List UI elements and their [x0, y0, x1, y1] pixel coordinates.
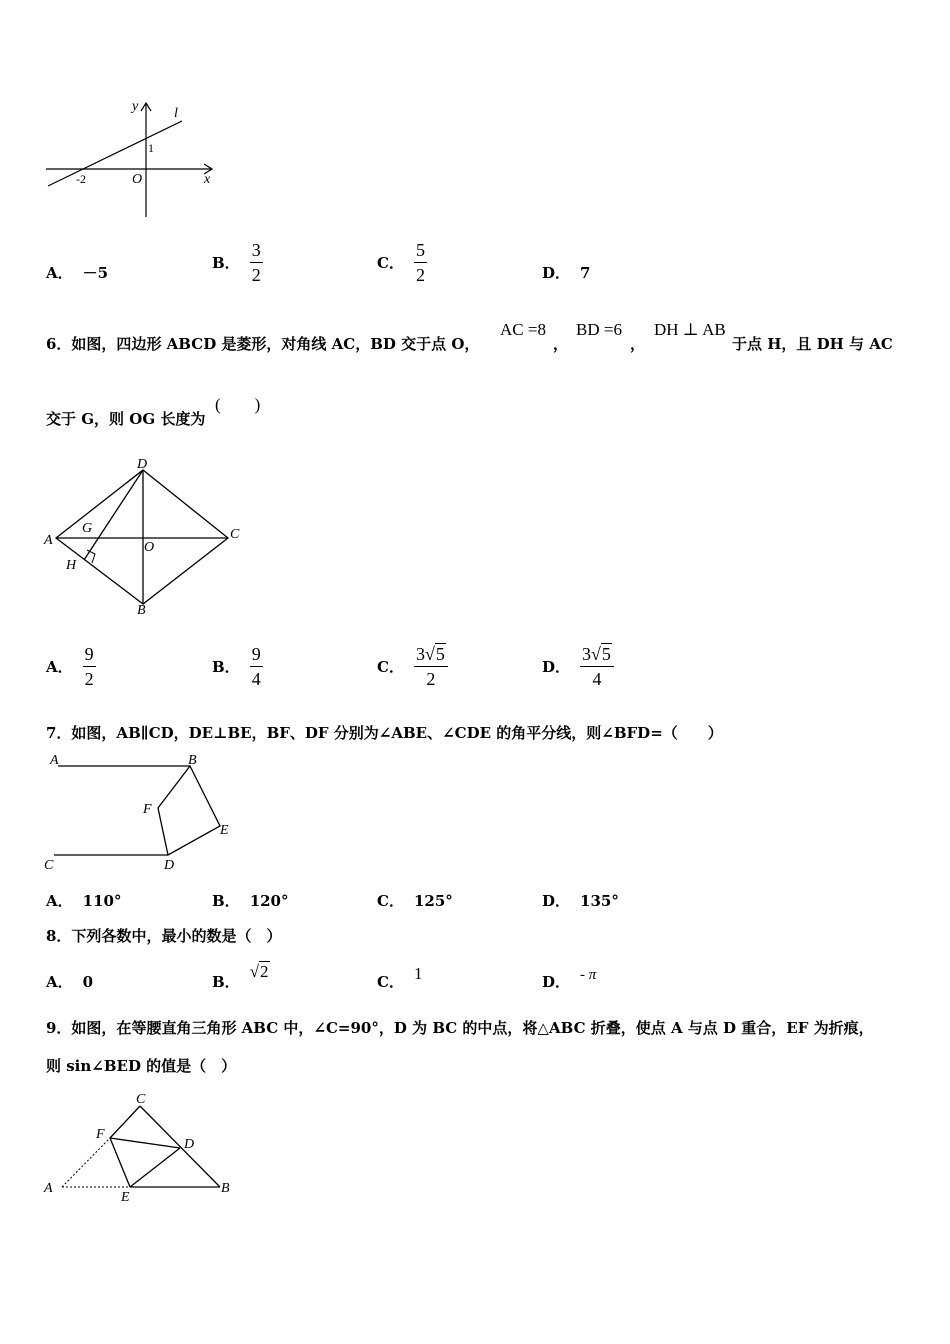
option-value: 135° — [580, 892, 619, 910]
option-value: －5 — [82, 264, 109, 282]
rhombus-figure — [40, 452, 250, 622]
option-label: B． — [212, 892, 240, 910]
q6-dh-expression: DH ⊥ AB — [654, 320, 726, 339]
q6-option-d[interactable] — [542, 644, 614, 689]
fraction: $\frac{3}{2}$ — [251, 240, 261, 285]
point-g: G — [82, 521, 93, 536]
q6-stem-line2 — [46, 408, 205, 429]
option-value: 0 — [82, 973, 94, 991]
q6-bd-expression: BD =6 — [576, 320, 622, 339]
option-label: D． — [542, 264, 571, 282]
point-b: B — [188, 753, 197, 768]
q6-comma1: ， — [553, 335, 569, 353]
option-value: 110° — [82, 892, 122, 910]
option-value: 125° — [413, 892, 453, 910]
intercept-neg2-label: -2 — [76, 172, 86, 186]
fraction: $\frac{9}{2}$ — [84, 644, 94, 689]
option-label: C． — [377, 658, 404, 676]
vertex-b: B — [137, 603, 146, 618]
point-a: A — [44, 1181, 53, 1196]
q6-comma2: ， — [630, 335, 646, 353]
line-label: l — [174, 106, 178, 121]
x-axis-label: x — [204, 172, 211, 187]
fraction: $\frac{3√5}{4}$ — [580, 644, 614, 689]
option-label: A． — [46, 973, 73, 991]
option-value: 120° — [249, 892, 289, 910]
q9-stem-line1: 9．如图，在等腰直角三角形 ABC 中，∠C=90°，D 为 BC 的中点，将△ABC 折叠，使点 A 与点 D 重合，EF 为折痕， — [46, 1019, 874, 1037]
point-b: B — [221, 1181, 230, 1196]
q5-option-b[interactable] — [212, 240, 263, 285]
option-value: 7 — [580, 264, 591, 282]
option-label: C． — [377, 892, 404, 910]
line-graph-figure — [40, 95, 230, 225]
point-e: E — [220, 823, 229, 838]
q7-option-c[interactable] — [377, 890, 453, 911]
vertex-d: D — [137, 457, 148, 472]
q8-option-b[interactable] — [212, 962, 270, 992]
q7-stem: 7．如图，AB∥CD，DE⊥BE，BF、DF 分别为∠ABE、∠CDE 的角平分线，则∠BFD=（ ） — [46, 724, 723, 742]
point-d: D — [184, 1137, 195, 1152]
option-label: C． — [377, 973, 404, 991]
q8-option-c[interactable] — [377, 964, 423, 992]
option-value: - π — [580, 967, 597, 983]
origin-label: O — [132, 172, 143, 187]
q6-stem-part2: 于点 H，且 DH 与 AC — [732, 335, 893, 353]
option-label: A． — [46, 658, 73, 676]
point-h: H — [66, 558, 77, 573]
y-axis-label: y — [132, 99, 139, 114]
q7-option-b[interactable] — [212, 890, 289, 911]
option-label: A． — [46, 264, 73, 282]
fraction: $\frac{3√5}{2}$ — [414, 644, 448, 689]
point-a: A — [50, 753, 59, 768]
point-c: C — [44, 858, 54, 873]
option-label: B． — [212, 254, 240, 272]
option-label: A． — [46, 892, 73, 910]
q7-option-d[interactable] — [542, 890, 619, 911]
q6-stem-part1: 6．如图，四边形 ABCD 是菱形，对角线 AC，BD 交于点 O， — [46, 335, 480, 353]
parallel-lines-figure — [40, 748, 240, 876]
vertex-a: A — [44, 533, 53, 548]
q5-option-a[interactable] — [46, 262, 108, 283]
option-label: D． — [542, 892, 571, 910]
point-f: F — [143, 802, 152, 817]
option-label: C． — [377, 254, 404, 272]
q6-option-a[interactable] — [46, 644, 96, 689]
option-label: D． — [542, 973, 571, 991]
option-label: B． — [212, 973, 240, 991]
option-value: 1 — [413, 964, 423, 983]
vertex-c: C — [230, 527, 240, 542]
sqrt-value: √2 — [249, 962, 269, 981]
fraction: $\frac{9}{4}$ — [251, 644, 261, 689]
q6-answer-paren: ( ) — [215, 395, 261, 414]
q8-option-a[interactable] — [46, 971, 93, 992]
q7-option-a[interactable] — [46, 890, 121, 911]
point-c: C — [136, 1092, 146, 1107]
q8-option-d[interactable] — [542, 967, 597, 992]
point-e: E — [121, 1190, 130, 1205]
q5-option-d[interactable] — [542, 262, 590, 283]
q6-option-b[interactable] — [212, 644, 263, 689]
option-label: B． — [212, 658, 240, 676]
fraction: $\frac{5}{2}$ — [415, 240, 425, 285]
point-d: D — [164, 858, 175, 873]
point-o: O — [144, 540, 155, 555]
q6-stem-line1 — [46, 333, 479, 354]
intercept-one-label: 1 — [148, 141, 154, 155]
q6-option-c[interactable] — [377, 644, 448, 689]
q6-ac-expression: AC =8 — [500, 320, 546, 339]
point-f: F — [96, 1127, 105, 1142]
q8-stem: 8．下列各数中，最小的数是（ ） — [46, 927, 282, 945]
option-label: D． — [542, 658, 571, 676]
q6-stem-line2-text: 交于 G，则 OG 长度为 — [46, 410, 206, 428]
q9-stem-line2: 则 sin∠BED 的值是（ ） — [46, 1057, 237, 1075]
q5-option-c[interactable] — [377, 240, 427, 285]
fold-triangle-figure — [40, 1088, 245, 1208]
